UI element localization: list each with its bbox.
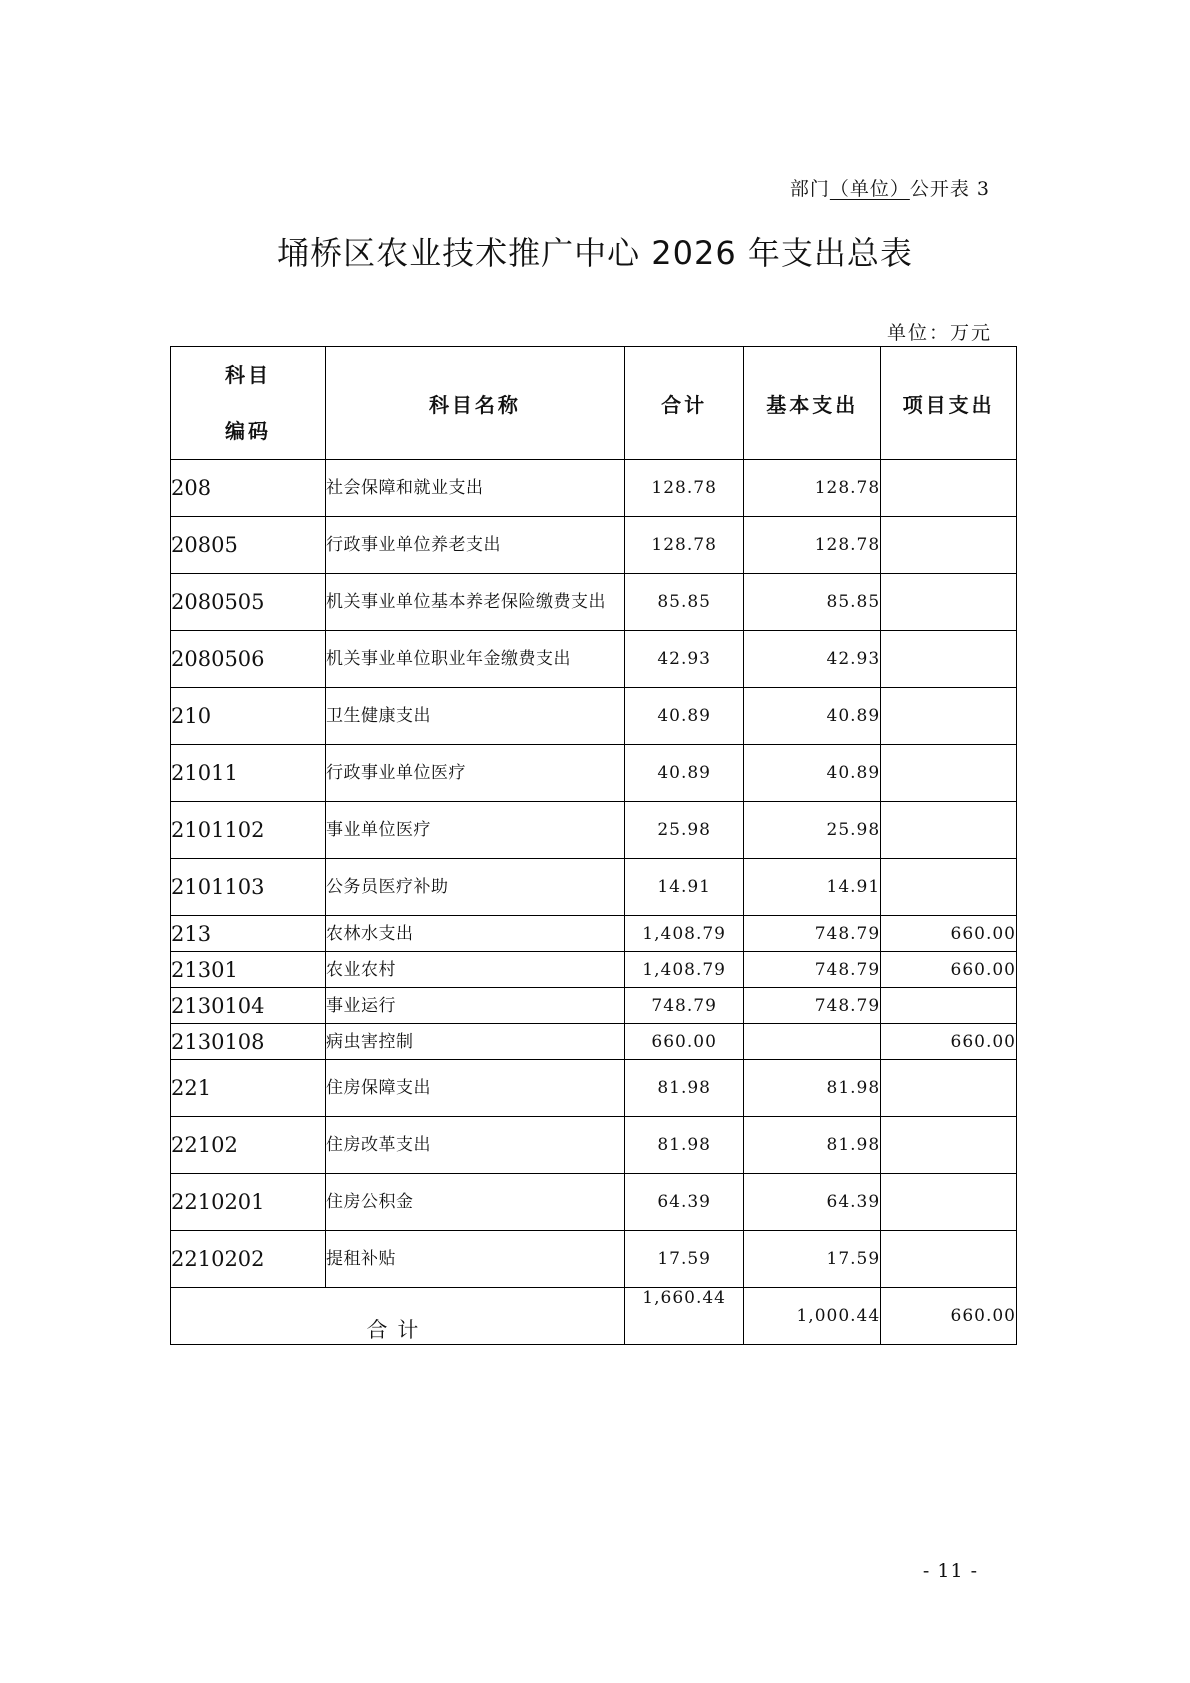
cell-total: 128.78 — [624, 460, 744, 517]
cell-basic: 748.79 — [744, 988, 881, 1024]
cell-project — [881, 802, 1017, 859]
cell-name: 农林水支出 — [326, 916, 625, 952]
cell-name: 病虫害控制 — [326, 1024, 625, 1060]
cell-name: 住房改革支出 — [326, 1117, 625, 1174]
cell-code: 2101102 — [171, 802, 326, 859]
table-total-row — [171, 1288, 1017, 1345]
table-row — [171, 574, 1017, 631]
cell-basic: 128.78 — [744, 460, 881, 517]
cell-code: 2130108 — [171, 1024, 326, 1060]
cell-code: 22102 — [171, 1117, 326, 1174]
cell-code: 2080505 — [171, 574, 326, 631]
cell-code: 2210202 — [171, 1231, 326, 1288]
cell-name: 农业农村 — [326, 952, 625, 988]
table-row — [171, 1174, 1017, 1231]
cell-name: 事业单位医疗 — [326, 802, 625, 859]
table-row — [171, 1060, 1017, 1117]
cell-name: 事业运行 — [326, 988, 625, 1024]
cell-basic: 40.89 — [744, 688, 881, 745]
cell-name: 住房公积金 — [326, 1174, 625, 1231]
cell-basic: 85.85 — [744, 574, 881, 631]
table-row — [171, 988, 1017, 1024]
cell-name: 卫生健康支出 — [326, 688, 625, 745]
cell-total: 25.98 — [624, 802, 744, 859]
cell-basic: 128.78 — [744, 517, 881, 574]
cell-total: 81.98 — [624, 1117, 744, 1174]
cell-project — [881, 631, 1017, 688]
cell-basic: 25.98 — [744, 802, 881, 859]
cell-code: 20805 — [171, 517, 326, 574]
table-row — [171, 460, 1017, 517]
cell-name: 行政事业单位养老支出 — [326, 517, 625, 574]
cell-project: 660.00 — [881, 1024, 1017, 1060]
cell-project — [881, 688, 1017, 745]
col-header-code-line2: 编码 — [225, 419, 271, 443]
cell-basic: 42.93 — [744, 631, 881, 688]
table-row — [171, 1231, 1017, 1288]
cell-basic: 748.79 — [744, 916, 881, 952]
total-sum: 1,660.44 — [624, 1288, 744, 1345]
col-header-basic: 基本支出 — [744, 347, 881, 460]
table-row — [171, 631, 1017, 688]
total-project: 660.00 — [881, 1288, 1017, 1345]
cell-project — [881, 988, 1017, 1024]
table-label-prefix: 部门 — [789, 178, 830, 200]
cell-project — [881, 574, 1017, 631]
cell-total: 81.98 — [624, 1060, 744, 1117]
cell-code: 2101103 — [171, 859, 326, 916]
cell-basic: 40.89 — [744, 745, 881, 802]
total-basic: 1,000.44 — [744, 1288, 881, 1345]
total-label: 合计 — [171, 1288, 625, 1345]
cell-name: 行政事业单位医疗 — [326, 745, 625, 802]
table-row — [171, 517, 1017, 574]
cell-code: 213 — [171, 916, 326, 952]
table-label-unit: （单位） — [829, 178, 910, 200]
cell-project: 660.00 — [881, 952, 1017, 988]
cell-basic: 17.59 — [744, 1231, 881, 1288]
table-row — [171, 1117, 1017, 1174]
cell-project — [881, 1060, 1017, 1117]
cell-project — [881, 517, 1017, 574]
cell-project — [881, 745, 1017, 802]
col-header-code — [171, 347, 326, 460]
table-label-suffix: 公开表 3 — [909, 178, 990, 200]
cell-total: 128.78 — [624, 517, 744, 574]
cell-total: 42.93 — [624, 631, 744, 688]
cell-name: 机关事业单位职业年金缴费支出 — [326, 631, 625, 688]
table-row — [171, 745, 1017, 802]
table-row — [171, 952, 1017, 988]
cell-code: 210 — [171, 688, 326, 745]
cell-total: 64.39 — [624, 1174, 744, 1231]
cell-basic: 81.98 — [744, 1117, 881, 1174]
table-row — [171, 688, 1017, 745]
cell-basic: 748.79 — [744, 952, 881, 988]
page-number: - 11 - — [922, 1560, 978, 1582]
cell-basic — [744, 1024, 881, 1060]
table-row — [171, 802, 1017, 859]
cell-project — [881, 859, 1017, 916]
cell-name: 提租补贴 — [326, 1231, 625, 1288]
table-row — [171, 1024, 1017, 1060]
cell-basic: 81.98 — [744, 1060, 881, 1117]
cell-name: 公务员医疗补助 — [326, 859, 625, 916]
cell-code: 2210201 — [171, 1174, 326, 1231]
cell-code: 221 — [171, 1060, 326, 1117]
cell-project — [881, 460, 1017, 517]
cell-total: 40.89 — [624, 745, 744, 802]
cell-name: 社会保障和就业支出 — [326, 460, 625, 517]
cell-total: 40.89 — [624, 688, 744, 745]
table-header-row — [171, 347, 1017, 460]
cell-total: 1,408.79 — [624, 952, 744, 988]
cell-code: 208 — [171, 460, 326, 517]
cell-project: 660.00 — [881, 916, 1017, 952]
cell-total: 17.59 — [624, 1231, 744, 1288]
col-header-total: 合计 — [624, 347, 744, 460]
cell-total: 85.85 — [624, 574, 744, 631]
cell-total: 14.91 — [624, 859, 744, 916]
cell-code: 2130104 — [171, 988, 326, 1024]
unit-label: 单位：万元 — [886, 322, 992, 344]
cell-project — [881, 1231, 1017, 1288]
cell-basic: 64.39 — [744, 1174, 881, 1231]
expenditure-table — [170, 346, 1017, 1345]
col-header-name: 科目名称 — [326, 347, 625, 460]
page-title: 埇桥区农业技术推广中心 2026 年支出总表 — [277, 234, 913, 272]
cell-code: 21011 — [171, 745, 326, 802]
cell-total: 748.79 — [624, 988, 744, 1024]
cell-name: 住房保障支出 — [326, 1060, 625, 1117]
col-header-code-line1: 科目 — [225, 363, 271, 387]
table-label — [790, 174, 990, 201]
cell-total: 660.00 — [624, 1024, 744, 1060]
cell-code: 21301 — [171, 952, 326, 988]
cell-project — [881, 1174, 1017, 1231]
cell-name: 机关事业单位基本养老保险缴费支出 — [326, 574, 625, 631]
cell-basic: 14.91 — [744, 859, 881, 916]
cell-total: 1,408.79 — [624, 916, 744, 952]
table-row — [171, 859, 1017, 916]
table-row — [171, 916, 1017, 952]
cell-project — [881, 1117, 1017, 1174]
cell-code: 2080506 — [171, 631, 326, 688]
col-header-project: 项目支出 — [881, 347, 1017, 460]
